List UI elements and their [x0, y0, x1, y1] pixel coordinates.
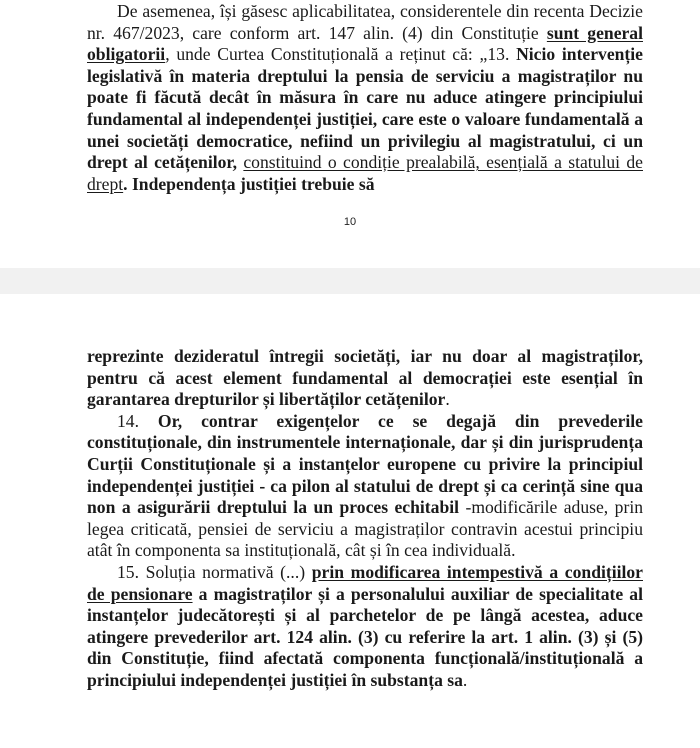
page-break: [0, 268, 700, 294]
text-run: .: [462, 669, 468, 690]
emphasis-bold: Nicio intervenție legislativă în materia dreptului la pensia de serviciu a magistraților nu poate fi făcută decât în măsura în care nu aduce atingere principiului fundamental al independenței justiției, care este o valoare fundamentală a unei societăți democratice, nefiind un privilegiu al magistratului, ci un drept al cetățenilor,: [87, 44, 643, 173]
emphasis-underline: sunt general obligatorii: [87, 22, 643, 65]
paragraph-14: [87, 411, 643, 562]
emphasis-underline: prin modificarea intempestivă a condițiilor de pensionare: [87, 561, 643, 604]
text-run: De asemenea, își găsesc aplicabilitatea, considerentele din recenta Decizie nr. 467/2023, care conform art. 147 alin. (4) din Constituție: [87, 1, 643, 43]
text-run: , unde Curtea Constituțională a reținut că: „13.: [165, 44, 517, 65]
emphasis-bold: . Independența justiției trebuie să: [123, 173, 375, 194]
page-top-text: [87, 1, 643, 195]
paragraph-continuation: [87, 346, 643, 411]
page-top: [0, 0, 700, 268]
paragraph-decision-quote: [87, 1, 643, 195]
page-bottom-text: [87, 346, 643, 692]
page-number: 10: [343, 216, 357, 228]
emphasis-bold: a magistraților și a personalului auxiliar de specialitate al instanțelor judecătorești și al parchetelor de pe lângă acestea, aduce atingere prevederilor art. 124 alin. (3) cu referire la art. 1 alin. (3) și (5) din Constituție, fiind afectată componenta funcțională/instituțională a principiului independenței justiției în substanța sa: [87, 583, 643, 690]
text-run: 14.: [117, 410, 158, 431]
page-bottom: [0, 294, 700, 748]
emphasis-bold: Or, contrar exigențelor ce se degajă din prevederile constituționale, din instrumentele internaționale, dar și din jurisprudența Curții Constituționale și a instanțelor europene cu privire la principiul independenței justiției - ca pilon al statului de drept și ca cerință sine qua non a asigurării dreptului la un proces echitabil: [87, 410, 643, 518]
text-run: -modificările aduse, prin legea criticată, pensiei de serviciu a magistraților contravin acestui principiu atât în componenta sa instituțională, cât și în cea individuală.: [87, 497, 644, 561]
text-run: 15. Soluția normativă (...): [117, 561, 312, 582]
text-run: .: [445, 389, 450, 410]
paragraph-15: [87, 562, 643, 692]
underlined-text: constituind o condiție prealabilă, esențială a statului de drept: [87, 152, 643, 194]
emphasis-bold: reprezinte dezideratul întregii societăți, iar nu doar al magistraților, pentru că acest element fundamental al democrației este esențial în garantarea drepturilor și libertăților cetățenilor: [87, 346, 643, 410]
